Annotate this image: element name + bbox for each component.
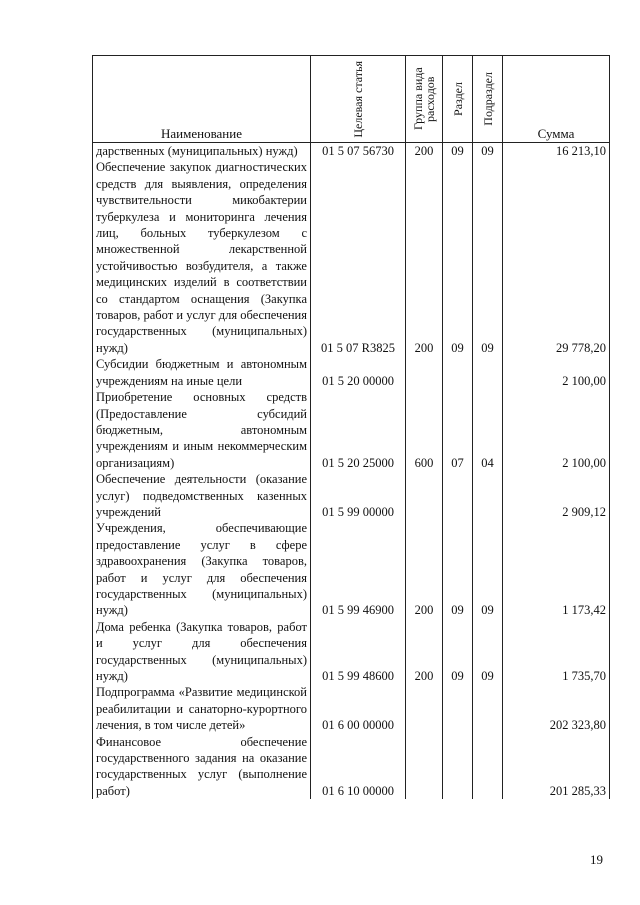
row-name-cell: Обеспечение деятельности (оказание услуг) подведомственных казенных учреждений (93, 471, 311, 520)
row-name-cell: Подпрограмма «Развитие медицинской реабилитации и санаторно-курортного лечения, в том числе детей» (93, 684, 311, 733)
table-row (93, 159, 610, 356)
row-expense-group-cell (406, 356, 443, 389)
row-amount-cell: 1 735,70 (503, 619, 610, 685)
row-expense-group-cell (406, 734, 443, 800)
row-section-cell (443, 356, 473, 389)
row-subsection-cell (473, 356, 503, 389)
page-number: 19 (590, 852, 603, 867)
row-name-cell: Субсидии бюджетным и автономным учреждениям на иные цели (93, 356, 311, 389)
row-target-article-cell: 01 5 07 R3825 (311, 159, 406, 356)
row-target-article-cell: 01 5 99 00000 (311, 471, 406, 520)
header-amount: Сумма (503, 56, 610, 143)
row-subsection-cell (473, 684, 503, 733)
row-subsection-cell (473, 471, 503, 520)
row-target-article-cell: 01 5 20 25000 (311, 389, 406, 471)
row-subsection-cell: 04 (473, 389, 503, 471)
row-section-cell (443, 684, 473, 733)
row-section-cell: 09 (443, 619, 473, 685)
row-name-cell: Финансовое обеспечение государственного задания на оказание государственных услуг (выполнение работ) (93, 734, 311, 800)
row-expense-group-cell: 200 (406, 520, 443, 618)
table-row (93, 356, 610, 389)
table-row (93, 520, 610, 618)
row-name-cell: дарственных (муниципальных) нужд) (93, 143, 311, 160)
row-amount-cell: 202 323,80 (503, 684, 610, 733)
row-expense-group-cell (406, 684, 443, 733)
budget-table (92, 55, 610, 799)
header-name: Наименование (93, 56, 311, 143)
header-target-article: Целевая статья (311, 56, 406, 143)
table-row (93, 619, 610, 685)
row-name-cell: Учреждения, обеспечивающие предоставление услуг в сфере здравоохранения (Закупка товаров, работ и услуг для обеспечения государственных (муниципальных) нужд) (93, 520, 311, 618)
row-target-article-cell: 01 5 20 00000 (311, 356, 406, 389)
header-expense-group: Группа вида расходов (406, 56, 443, 143)
row-expense-group-cell (406, 471, 443, 520)
row-target-article-cell: 01 5 99 46900 (311, 520, 406, 618)
row-name-cell: Дома ребенка (Закупка товаров, работ и услуг для обеспечения государственных (муниципальных) нужд) (93, 619, 311, 685)
row-expense-group-cell: 200 (406, 619, 443, 685)
row-subsection-cell: 09 (473, 159, 503, 356)
row-amount-cell: 29 778,20 (503, 159, 610, 356)
table-row (93, 684, 610, 733)
row-section-cell: 09 (443, 159, 473, 356)
header-section: Раздел (443, 56, 473, 143)
row-target-article-cell: 01 5 99 48600 (311, 619, 406, 685)
table-row (93, 471, 610, 520)
row-subsection-cell: 09 (473, 619, 503, 685)
row-target-article-cell: 01 6 10 00000 (311, 734, 406, 800)
row-section-cell: 09 (443, 143, 473, 160)
row-expense-group-cell: 200 (406, 159, 443, 356)
row-subsection-cell: 09 (473, 143, 503, 160)
row-amount-cell: 2 909,12 (503, 471, 610, 520)
row-name-cell: Обеспечение закупок диагностических средств для выявления, определения чувствительности микобактерии туберкулеза и мониторинга лечения лиц, больных туберкулезом с множественной лекарственной устойчивостью возбудителя, а также медицинских изделий в соответствии со стандартом оснащения (Закупка товаров, работ и услуг для обеспечения государственных (муниципальных) нужд) (93, 159, 311, 356)
row-amount-cell: 16 213,10 (503, 143, 610, 160)
table-row (93, 734, 610, 800)
row-section-cell (443, 471, 473, 520)
table-row (93, 389, 610, 471)
row-subsection-cell: 09 (473, 520, 503, 618)
row-amount-cell: 201 285,33 (503, 734, 610, 800)
row-name-cell: Приобретение основных средств (Предоставление субсидий бюджетным, автономным учреждениям и иным некоммерческим организациям) (93, 389, 311, 471)
row-section-cell (443, 734, 473, 800)
table-row (93, 143, 610, 160)
row-amount-cell: 2 100,00 (503, 389, 610, 471)
row-section-cell: 07 (443, 389, 473, 471)
row-target-article-cell: 01 6 00 00000 (311, 684, 406, 733)
table-header-row (93, 56, 610, 143)
row-amount-cell: 2 100,00 (503, 356, 610, 389)
row-subsection-cell (473, 734, 503, 800)
row-target-article-cell: 01 5 07 56730 (311, 143, 406, 160)
row-expense-group-cell: 200 (406, 143, 443, 160)
row-expense-group-cell: 600 (406, 389, 443, 471)
row-section-cell: 09 (443, 520, 473, 618)
row-amount-cell: 1 173,42 (503, 520, 610, 618)
header-subsection: Подраздел (473, 56, 503, 143)
